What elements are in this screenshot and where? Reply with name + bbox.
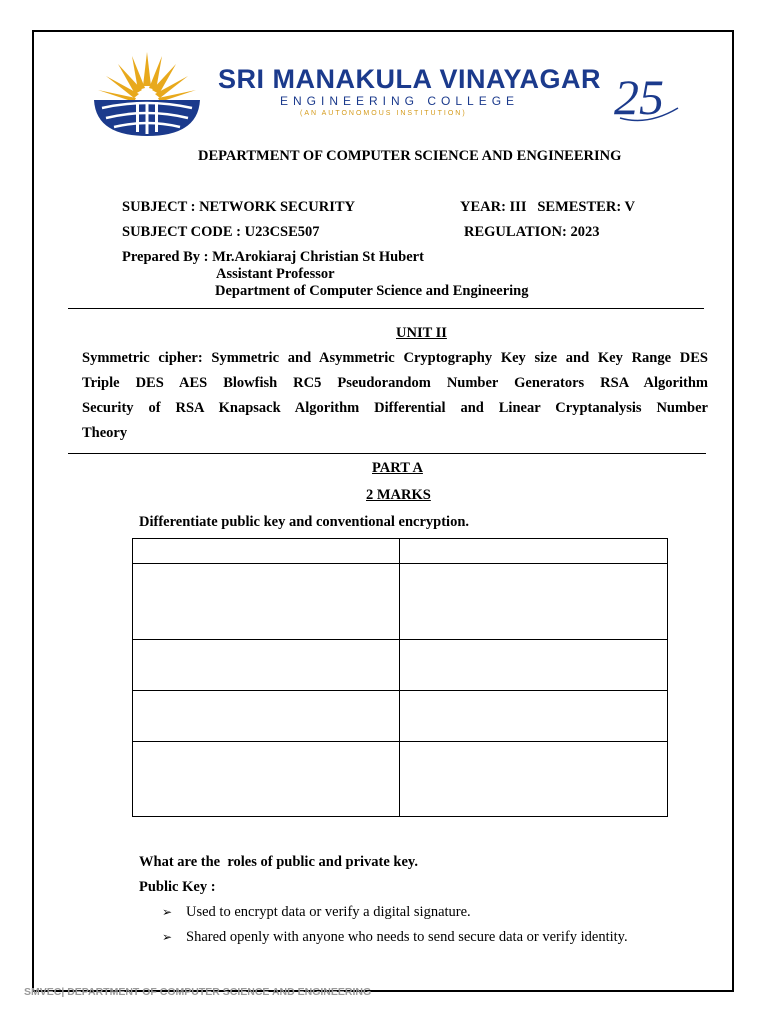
college-emblem-icon xyxy=(92,46,202,138)
table-cell xyxy=(400,539,668,564)
prep-department-label: Department of Computer Science and Engineering xyxy=(215,283,529,299)
college-name: SRI MANAKULA VINAYAGAR xyxy=(218,64,602,94)
table-cell xyxy=(400,691,668,742)
year-semester-label: YEAR: III SEMESTER: V xyxy=(460,199,635,215)
table-cell xyxy=(400,640,668,691)
prepared-by-label: Prepared By : Mr.Arokiaraj Christian St Hubert xyxy=(122,249,424,265)
divider-top xyxy=(68,308,704,309)
college-subtitle: ENGINEERING COLLEGE xyxy=(280,94,520,108)
table-cell xyxy=(133,742,400,817)
syllabus-line: Symmetric cipher: Symmetric and Asymmetric Cryptography Key size and Key Range DES xyxy=(82,350,708,366)
arrow-bullet-icon: ➢ xyxy=(162,930,173,944)
part-title: PART A xyxy=(372,460,423,476)
divider-unit xyxy=(68,453,706,454)
table-row xyxy=(133,564,668,640)
table-cell xyxy=(133,640,400,691)
comparison-table xyxy=(132,538,668,817)
table-row xyxy=(133,539,668,564)
unit-title: UNIT II xyxy=(396,325,447,341)
anniversary-25-icon xyxy=(612,64,684,124)
page-border xyxy=(32,30,734,992)
syllabus-line: Theory xyxy=(82,425,128,441)
syllabus-line: Security of RSA Knapsack Algorithm Differential and Linear Cryptanalysis Number xyxy=(82,400,708,416)
department-title: DEPARTMENT OF COMPUTER SCIENCE AND ENGINEERING xyxy=(198,148,622,164)
designation-label: Assistant Professor xyxy=(216,266,335,282)
question-2: What are the roles of public and private key. xyxy=(139,854,418,870)
table-row xyxy=(133,640,668,691)
subject-code-label: SUBJECT CODE : U23CSE507 xyxy=(122,224,320,240)
list-item xyxy=(162,929,628,946)
question-1: Differentiate public key and conventional encryption. xyxy=(139,514,470,530)
college-tagline: (AN AUTONOMOUS INSTITUTION) xyxy=(300,110,467,117)
marks-heading: 2 MARKS xyxy=(366,487,431,503)
table-cell xyxy=(133,691,400,742)
table-cell xyxy=(400,742,668,817)
list-item xyxy=(162,904,471,921)
svg-text:25: 25 xyxy=(614,69,664,124)
table-cell xyxy=(133,564,400,640)
arrow-bullet-icon: ➢ xyxy=(162,905,173,919)
table-cell xyxy=(133,539,400,564)
page-footer: SMVEC| DEPARTMENT OF COMPUTER SCIENCE AND ENGINEERING xyxy=(24,986,372,998)
subject-label: SUBJECT : NETWORK SECURITY xyxy=(122,199,355,215)
regulation-label: REGULATION: 2023 xyxy=(464,224,600,240)
public-key-heading: Public Key : xyxy=(139,879,216,895)
syllabus-line: Triple DES AES Blowfish RC5 Pseudorandom Number Generators RSA Algorithm xyxy=(82,375,708,391)
list-item-text: Used to encrypt data or verify a digital signature. xyxy=(186,904,471,920)
list-item-text: Shared openly with anyone who needs to send secure data or verify identity. xyxy=(186,929,628,945)
table-cell xyxy=(400,564,668,640)
table-row xyxy=(133,742,668,817)
table-row xyxy=(133,691,668,742)
